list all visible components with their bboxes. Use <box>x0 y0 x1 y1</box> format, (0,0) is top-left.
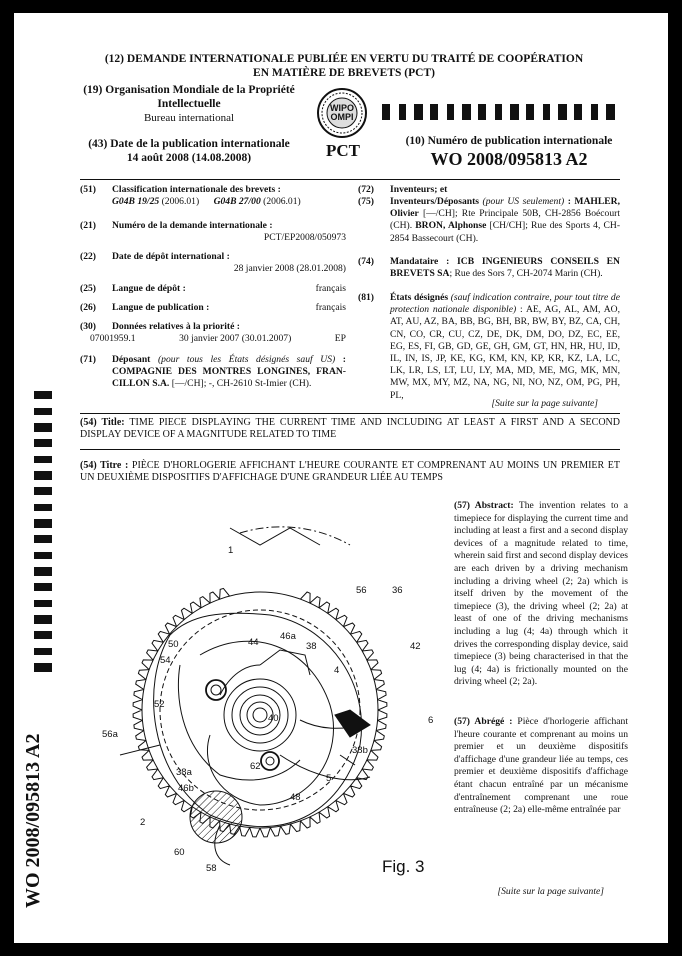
abstract-french <box>454 716 628 817</box>
side-publication-number: WO 2008/095813 A2 <box>22 733 44 908</box>
field-75-colon: : <box>564 196 575 207</box>
wipo-logo <box>316 87 368 139</box>
field-22 <box>80 251 346 275</box>
figure-reference-label: 36 <box>392 585 403 596</box>
field-74 <box>358 256 620 280</box>
figure-reference-label: 2 <box>140 817 146 828</box>
abstract-english <box>454 500 628 689</box>
abstract-english-text: The invention relates to a timepiece for displaying the current time and including at least a first and a second display devices of a magnitude related to time, wherein said first and second display devices are each driven by a driving mechanism including a driving wheel (2; 2a) which is itself driven by the movement of the timepiece (3), the driving wheel (2; 2a) at least of one of the driving mechanisms including a lug (4; 4a) through which it drives the corresponding display device, said timepiece (3) being characterised in that the lug (4; 4a) is frictionally mounted on the driving wheel (2; 2a). <box>454 500 628 688</box>
designated-states-list: : AE, AG, AL, AM, AO, AT, AU, AZ, BA, BB, BG, BH, BR, BW, BY, BZ, CA, CH, CN, CO, CR, CU, CZ, DE, DK, DM, DO, DZ, EC, EE, EG, ES, FI, GB, GD, GE, GH, GM, GT, HN, HR, HU, ID, IL, IN, IS, JP, KE, KG, KM, KN, KP, KR, KZ, LA, LC, LK, LR, LS, LT, LU, LY, MA, MD, ME, MG, MK, MN, MW, MX, MY, MZ, NA, NG, NI, NO, NZ, OM, PG, PH, PL, <box>390 304 620 401</box>
ipc-class-2-year: (2006.01) <box>263 196 301 208</box>
ipc-class-1: G04B 19/25 <box>112 196 160 208</box>
organization-block <box>74 83 304 125</box>
title-french-label: (54) Titre : <box>80 460 129 471</box>
field-75-label: Inventeurs/Déposants <box>390 196 480 207</box>
figure-reference-label: 46a <box>280 631 296 642</box>
inventor-2-address: [CH/CH]; Rue des Sports 4, CH-2854 Bassecourt (CH). <box>390 220 621 244</box>
field-51-code: (51) <box>80 184 96 195</box>
figure-reference-label: 52 <box>154 699 165 710</box>
priority-office: EP <box>334 333 346 345</box>
org-code: (19) <box>83 84 103 96</box>
inventor-1-surname: MAHLER, <box>574 196 620 207</box>
continue-note-top: [Suite sur la page suivante] <box>491 398 598 409</box>
field-51 <box>80 184 346 208</box>
applicant-name-2: CILLON S.A. <box>112 378 170 390</box>
title-english-label: (54) Title: <box>80 417 125 428</box>
inventor-1-address: [—/CH]; Rte Principale 50B, CH-2856 Boécourt (CH). <box>390 208 620 232</box>
patent-figure <box>80 515 442 895</box>
field-26-value: français <box>315 302 346 313</box>
field-81-note: (sauf indication contraire, pour tout titre de protection nationale disponible) <box>390 292 620 316</box>
field-71-note: (pour tous les États désignés sauf US) <box>157 354 336 365</box>
figure-reference-label: 1 <box>228 545 234 556</box>
field-21-label: Numéro de la demande internationale : <box>112 220 273 231</box>
title-english <box>80 417 620 441</box>
title-french-text: PIÈCE D'HORLOGERIE AFFICHANT L'HEURE COURANTE ET COMPRENANT AU MOINS UN PREMIER ET UN DEUXIÈME DISPOSITIFS D'AFFICHAGE D'UNE GRANDEUR LIÉE AU TEMPS <box>80 460 621 483</box>
pct-label: PCT <box>326 141 360 160</box>
field-26 <box>80 302 346 314</box>
field-25-code: (25) <box>80 283 96 294</box>
field-25-value: français <box>315 283 346 294</box>
publication-date-label: (43) Date de la publication internationale <box>88 138 290 150</box>
field-22-code: (22) <box>80 251 96 262</box>
vertical-barcode <box>34 387 52 679</box>
publication-date-block <box>74 137 304 165</box>
field-25 <box>80 283 346 295</box>
figure-reference-label: 48 <box>290 792 301 803</box>
figure-reference-label: 50 <box>168 639 179 650</box>
field-51-label: Classification internationale des brevets : <box>112 184 281 195</box>
biblio-divider <box>80 413 620 414</box>
field-25-label: Langue de dépôt : <box>112 283 186 294</box>
title-french <box>80 460 620 484</box>
ipc-class-2: G04B 27/00 <box>213 196 261 208</box>
applicant-address: [—/CH]; -, CH-2610 St-Imier (CH). <box>171 378 312 390</box>
figure-reference-label: 5 <box>326 773 332 784</box>
figure-caption: Fig. 3 <box>382 857 425 876</box>
figure-reference-label: 60 <box>174 847 185 858</box>
figure-reference-label: 6 <box>428 715 434 726</box>
publication-number-block <box>384 134 634 170</box>
continue-note-bottom: [Suite sur la page suivante] <box>497 886 604 897</box>
field-81-code: (81) <box>358 292 374 303</box>
horizontal-barcode <box>378 104 618 120</box>
field-26-code: (26) <box>80 302 96 313</box>
priority-number: 07001959.1 <box>90 333 136 345</box>
figure-reference-label: 54 <box>160 655 171 666</box>
priority-date: 30 janvier 2007 (30.01.2007) <box>179 333 292 345</box>
inventor-1-firstname: Olivier <box>390 208 419 220</box>
inventor-2-name: BRON, Alphonse <box>415 220 487 232</box>
figure-reference-label: 58 <box>206 863 217 874</box>
field-22-value: 28 janvier 2008 (28.01.2008) <box>233 263 346 275</box>
org-name-line-1: Organisation Mondiale de la Propriété <box>105 84 295 96</box>
field-71-code: (71) <box>80 354 96 365</box>
field-30 <box>80 321 346 345</box>
figure-reference-label: 38b <box>352 745 368 756</box>
field-71-colon: : <box>335 354 346 365</box>
field-21-value: PCT/EP2008/050973 <box>263 232 346 244</box>
header-divider <box>80 179 620 180</box>
field-72-label: Inventeurs; et <box>390 184 448 195</box>
ipc-class-1-year: (2006.01) <box>161 196 200 208</box>
abstract-french-text: Pièce d'horlogerie affichant l'heure courante et comprenant au moins un premier et un deuxième dispositifs d'affichage d'une grandeur liée au temps, ces premier et deuxième dispositifs d'affichage étant chacun entraîné par un mécanisme d'entraînement comprenant une roue entraîneuse (2; 2a) elle-même entraînée par <box>454 716 629 816</box>
figure-reference-label: 4 <box>334 665 340 676</box>
header-title <box>74 52 614 80</box>
header-line-2: EN MATIÈRE DE BREVETS (PCT) <box>253 67 435 79</box>
field-75-note: (pour US seulement) <box>482 196 565 207</box>
figure-reference-label: 62 <box>250 761 261 772</box>
field-30-label: Données relatives à la priorité : <box>112 321 240 332</box>
agent-address: ; Rue des Sors 7, CH-2074 Marin (CH). <box>449 268 603 280</box>
applicant-name: COMPAGNIE DES MONTRES LONGINES, FRAN- <box>112 366 346 378</box>
field-81-label: États désignés <box>390 292 449 303</box>
header-line-1: (12) DEMANDE INTERNATIONALE PUBLIÉE EN VERTU DU TRAITÉ DE COOPÉRATION <box>104 53 584 65</box>
field-26-label: Langue de publication : <box>112 302 210 313</box>
org-subtitle: Bureau international <box>143 112 235 124</box>
field-30-code: (30) <box>80 321 96 332</box>
patent-page <box>14 13 668 943</box>
title-divider <box>80 449 620 450</box>
field-72 <box>358 184 620 196</box>
figure-reference-label: 56 <box>356 585 367 596</box>
field-74-code: (74) <box>358 256 374 267</box>
field-75-code: (75) <box>358 196 374 207</box>
publication-date-value: 14 août 2008 (14.08.2008) <box>126 152 252 164</box>
abstract-french-label: (57) Abrégé : <box>454 716 513 727</box>
logo-wipo-text: WIPO <box>330 103 354 113</box>
org-name-line-2: Intellectuelle <box>157 98 221 110</box>
field-21-code: (21) <box>80 220 96 231</box>
title-english-text: TIME PIECE DISPLAYING THE CURRENT TIME AND INCLUDING AT LEAST A FIRST AND A SECOND DISPLAY DEVICE OF A MAGNITUDE RELATED TO TIME <box>80 417 620 440</box>
figure-reference-label: 38a <box>176 767 192 778</box>
field-81 <box>358 292 620 402</box>
publication-number-value: WO 2008/095813 A2 <box>430 149 588 169</box>
field-75 <box>358 196 620 245</box>
field-22-label: Date de dépôt international : <box>112 251 230 262</box>
figure-reference-label: 44 <box>248 637 259 648</box>
figure-reference-label: 40 <box>268 713 279 724</box>
field-21 <box>80 220 346 244</box>
agent-name: Mandataire : ICB INGENIEURS CONSEILS EN BREVETS SA <box>390 256 620 280</box>
figure-reference-label: 46b <box>178 783 194 794</box>
field-72-code: (72) <box>358 184 374 195</box>
figure-reference-label: 38 <box>306 641 317 652</box>
figure-reference-label: 56a <box>102 729 118 740</box>
abstract-english-label: (57) Abstract: <box>454 500 514 511</box>
logo-ompi-text: OMPI <box>330 112 354 122</box>
field-71-label: Déposant <box>112 354 151 365</box>
publication-number-label: (10) Numéro de publication internationale <box>405 135 613 147</box>
field-71 <box>80 354 346 391</box>
figure-reference-label: 42 <box>410 641 421 652</box>
